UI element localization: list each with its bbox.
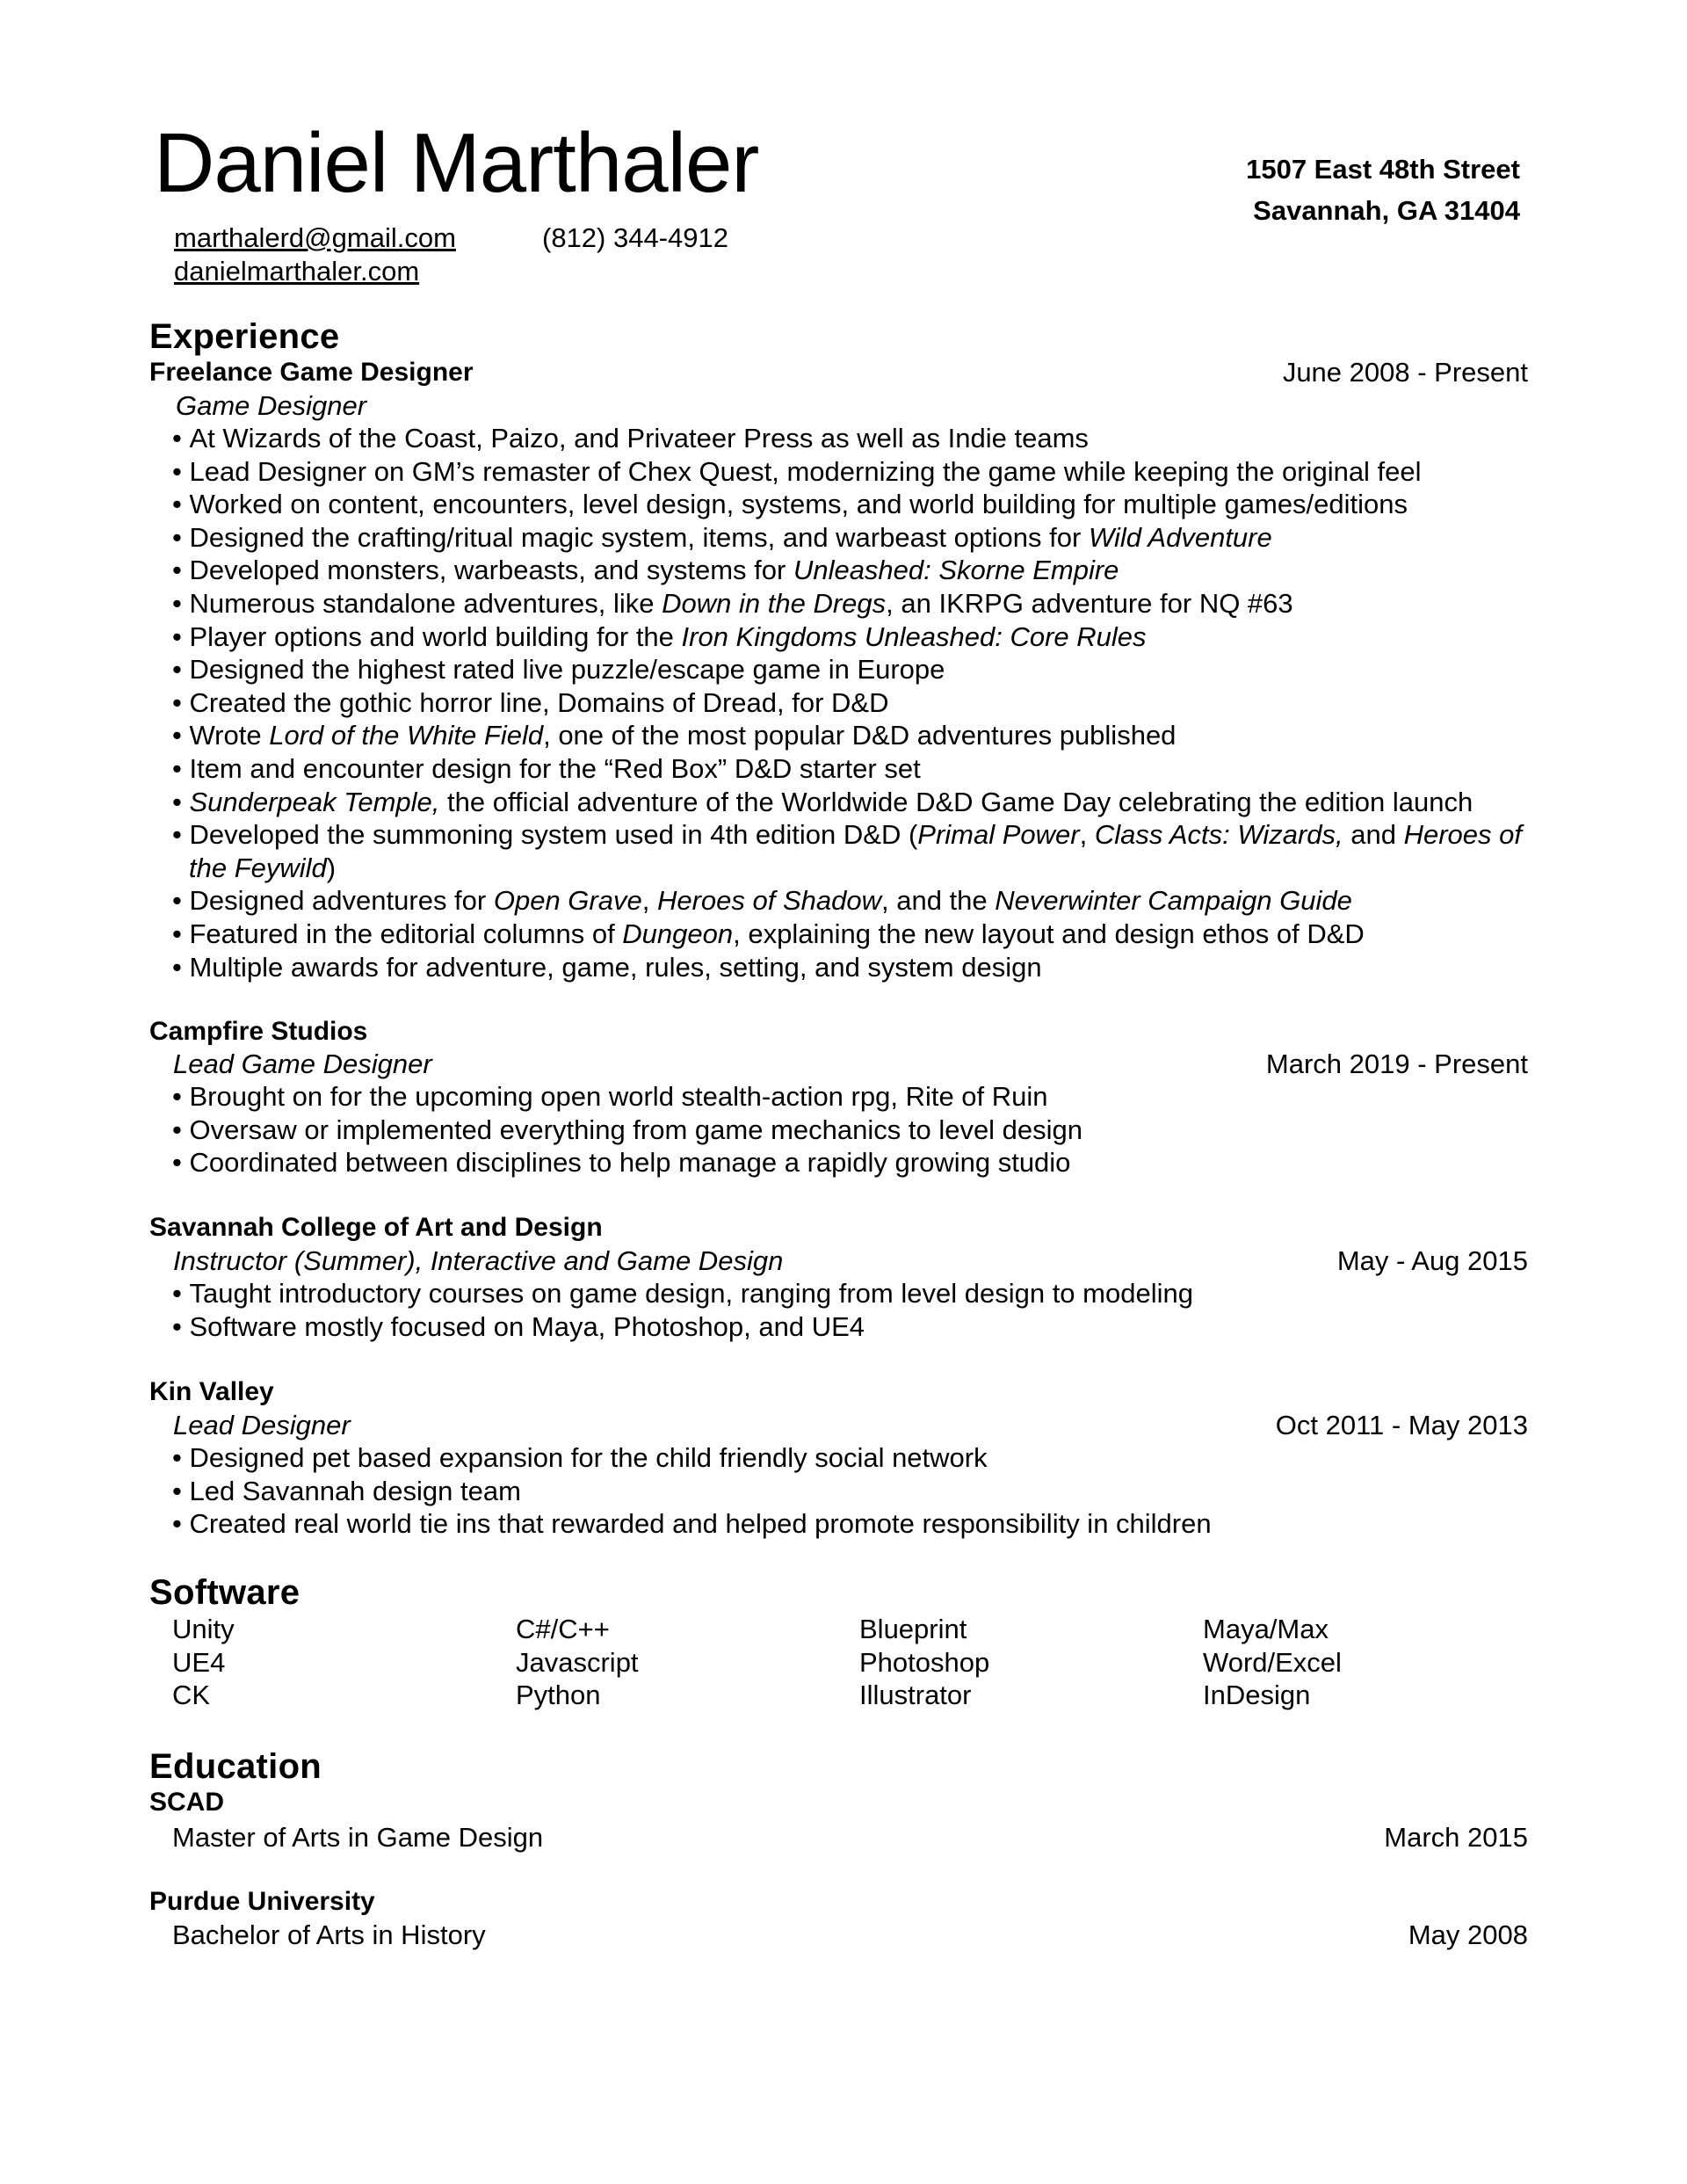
bullet-item: • Featured in the editorial columns of Dungeon, explaining the new layout and design ethos of D&D [172, 918, 1524, 951]
bullet-item: • Led Savannah design team [172, 1475, 1212, 1508]
school-name: SCAD [149, 1788, 225, 1817]
software-item: Maya/Max [1203, 1614, 1329, 1644]
bullet-item: • Oversaw or implemented everything from game mechanics to level design [172, 1114, 1082, 1147]
job-role: Lead Game Designer [173, 1048, 432, 1079]
experience-heading: Experience [149, 317, 340, 356]
bullet-item: • Taught introductory courses on game design, ranging from level design to modeling [172, 1277, 1193, 1310]
bullet-item: • Lead Designer on GM’s remaster of Chex Quest, modernizing the game while keeping the original feel [172, 455, 1524, 489]
degree-date: May 2008 [1408, 1919, 1528, 1950]
bullet-item: • Software mostly focused on Maya, Photoshop, and UE4 [172, 1310, 1193, 1344]
bullet-item: • Brought on for the upcoming open world stealth-action rpg, Rite of Ruin [172, 1080, 1082, 1114]
job-role: Game Designer [176, 390, 367, 421]
resume-name: Daniel Marthaler [154, 116, 759, 210]
degree: Master of Arts in Game Design [172, 1822, 544, 1853]
job-org: Savannah College of Art and Design [149, 1213, 603, 1242]
software-item: Photoshop [859, 1646, 990, 1678]
bullet-item: • Developed the summoning system used in 4th edition D&D (Primal Power, Class Acts: Wizards, and Heroes of the Feywild) [172, 818, 1524, 884]
email-link[interactable]: marthalerd@gmail.com [174, 222, 456, 253]
bullet-item: • Designed the crafting/ritual magic system, items, and warbeast options for Wild Adventure [172, 521, 1524, 555]
software-item: Illustrator [859, 1680, 972, 1711]
job-role: Instructor (Summer), Interactive and Game Design [173, 1245, 784, 1276]
software-column [1203, 1613, 1342, 1712]
software-item: Javascript [516, 1646, 639, 1678]
bullet-item: • Coordinated between disciplines to help manage a rapidly growing studio [172, 1146, 1082, 1179]
address-street: 1507 East 48th Street [1246, 154, 1520, 185]
bullet-item: • Wrote Lord of the White Field, one of the most popular D&D adventures published [172, 719, 1524, 752]
software-item: UE4 [172, 1646, 226, 1678]
bullet-item: • Developed monsters, warbeasts, and systems for Unleashed: Skorne Empire [172, 554, 1524, 587]
bullet-item: • Created the gothic horror line, Domains of Dread, for D&D [172, 686, 1524, 720]
software-item: Blueprint [859, 1614, 967, 1644]
bullet-item: • Item and encounter design for the “Red Box” D&D starter set [172, 752, 1524, 786]
bullet-item: • At Wizards of the Coast, Paizo, and Privateer Press as well as Indie teams [172, 422, 1524, 455]
job-dates: Oct 2011 - May 2013 [1275, 1410, 1528, 1440]
software-item: C#/C++ [516, 1614, 610, 1644]
job-org: Freelance Game Designer [149, 358, 474, 387]
phone-number: (812) 344-4912 [542, 222, 728, 253]
degree-date: March 2015 [1384, 1822, 1528, 1853]
job-dates: May - Aug 2015 [1336, 1245, 1528, 1276]
bullet-item: • Multiple awards for adventure, game, rules, setting, and system design [172, 951, 1524, 984]
school-name: Purdue University [149, 1887, 375, 1916]
software-heading: Software [149, 1573, 300, 1612]
bullet-item: • Numerous standalone adventures, like Down in the Dregs, an IKRPG adventure for NQ #63 [172, 587, 1524, 620]
job-dates: June 2008 - Present [1282, 357, 1528, 388]
job-org: Campfire Studios [149, 1017, 368, 1046]
job-bullets [172, 1277, 1193, 1343]
software-item: Word/Excel [1203, 1646, 1342, 1678]
website-link[interactable]: danielmarthaler.com [174, 256, 420, 287]
job-org: Kin Valley [149, 1377, 274, 1406]
job-role: Lead Designer [173, 1410, 351, 1440]
job-bullets [172, 422, 1524, 983]
degree: Bachelor of Arts in History [172, 1919, 486, 1950]
bullet-item: • Designed adventures for Open Grave, Heroes of Shadow, and the Neverwinter Campaign Guide [172, 884, 1524, 918]
bullet-item: • Player options and world building for the Iron Kingdoms Unleashed: Core Rules [172, 620, 1524, 654]
software-item: Python [516, 1680, 601, 1711]
software-item: Unity [172, 1614, 235, 1644]
software-item: InDesign [1203, 1680, 1311, 1711]
education-heading: Education [149, 1747, 322, 1786]
bullet-item: • Created real world tie ins that rewarded and helped promote responsibility in children [172, 1507, 1212, 1541]
software-column [172, 1613, 235, 1712]
job-bullets [172, 1080, 1082, 1179]
software-column [516, 1613, 639, 1712]
bullet-item: • Sunderpeak Temple, the official adventure of the Worldwide D&D Game Day celebrating the edition launch [172, 786, 1524, 819]
software-item: CK [172, 1680, 211, 1711]
job-dates: March 2019 - Present [1265, 1048, 1528, 1079]
job-bullets [172, 1441, 1212, 1541]
bullet-item: • Designed pet based expansion for the child friendly social network [172, 1441, 1212, 1475]
bullet-item: • Designed the highest rated live puzzle/escape game in Europe [172, 653, 1524, 686]
software-column [859, 1613, 989, 1712]
bullet-item: • Worked on content, encounters, level design, systems, and world building for multiple games/editions [172, 488, 1524, 521]
address-city: Savannah, GA 31404 [1253, 195, 1520, 226]
